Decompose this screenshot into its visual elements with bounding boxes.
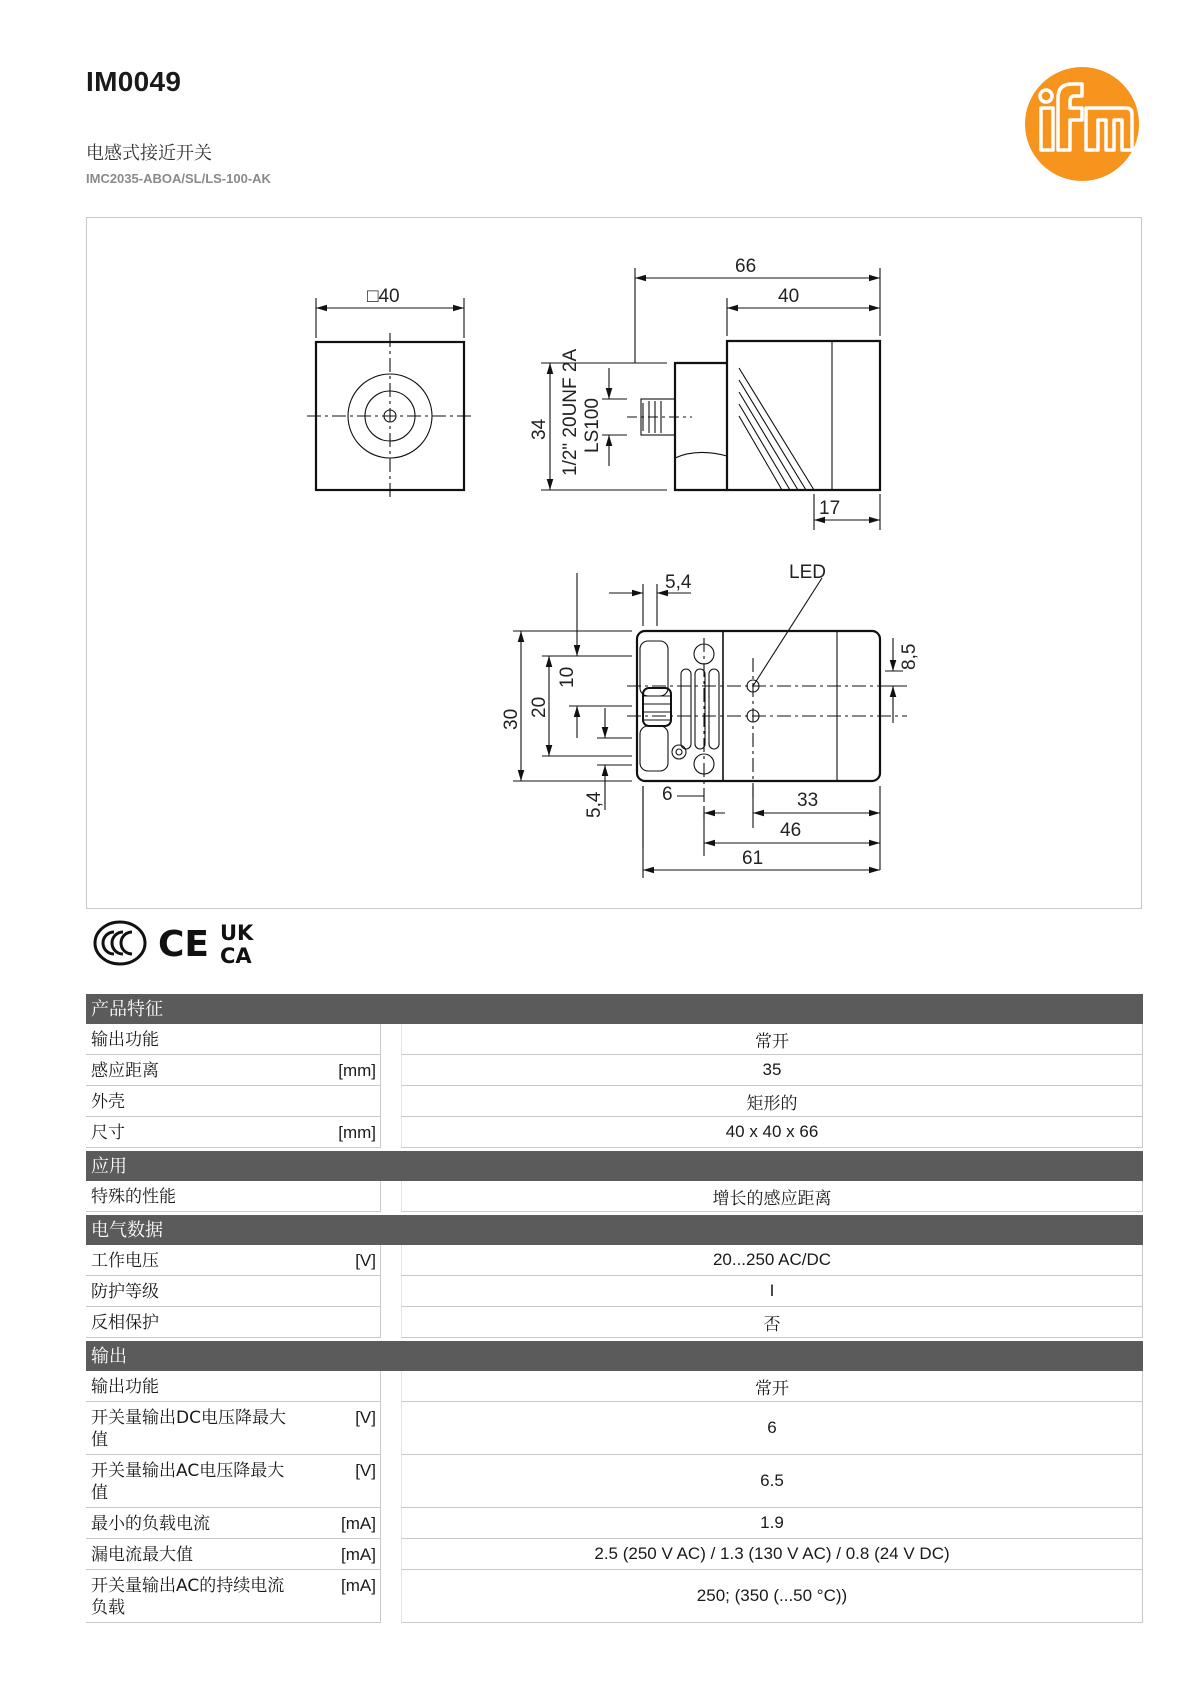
svg-text:30: 30 (501, 708, 522, 730)
spec-label-text: 漏电流最大值 (91, 1545, 193, 1565)
svg-text:CE: CE (158, 924, 210, 965)
svg-text:46: 46 (780, 820, 802, 841)
spec-table (86, 994, 1143, 1623)
dimension-drawing (86, 217, 1142, 909)
spec-row (86, 1508, 1143, 1539)
svg-text:LS100: LS100 (582, 398, 603, 453)
spec-unit: [V] (355, 1461, 376, 1480)
svg-text:66: 66 (735, 256, 757, 277)
spec-row (86, 1570, 1143, 1623)
svg-text:17: 17 (819, 498, 841, 519)
spec-unit: [mA] (341, 1514, 376, 1533)
svg-text:1/2" 20UNF 2A: 1/2" 20UNF 2A (560, 348, 581, 476)
spec-label-text: 反相保护 (91, 1313, 159, 1333)
spec-value: 否 (401, 1307, 1143, 1338)
spec-row (86, 1086, 1143, 1117)
spec-label (86, 1024, 381, 1055)
spec-value: 20...250 AC/DC (401, 1245, 1143, 1276)
spec-unit: [mA] (341, 1576, 376, 1595)
section-header: 输出 (86, 1341, 1143, 1371)
spec-label-text: 尺寸 (91, 1123, 125, 1143)
spec-label-text: 开关量输出AC电压降最大值 (91, 1461, 285, 1503)
spec-label-text: 输出功能 (91, 1377, 159, 1397)
product-type: 电感式接近开关 (86, 143, 212, 164)
spec-label (86, 1276, 381, 1307)
svg-text:5,4: 5,4 (584, 791, 605, 818)
spec-unit: [mA] (341, 1545, 376, 1564)
spec-label (86, 1371, 381, 1402)
spec-label (86, 1245, 381, 1276)
article-code: IMC2035-ABOA/SL/LS-100-AK (86, 171, 271, 186)
spec-unit: [V] (355, 1251, 376, 1270)
spec-unit: [mm] (338, 1123, 376, 1142)
svg-text:10: 10 (557, 666, 578, 688)
spec-label (86, 1181, 381, 1212)
spec-value: 6.5 (401, 1455, 1143, 1508)
spec-label-text: 最小的负载电流 (91, 1514, 210, 1534)
ce-icon (158, 924, 209, 965)
spec-label (86, 1539, 381, 1570)
page-title: IM0049 (86, 66, 182, 97)
spec-value: 6 (401, 1402, 1143, 1455)
spec-label (86, 1307, 381, 1338)
spec-label-text: 特殊的性能 (91, 1187, 176, 1207)
svg-text:33: 33 (797, 790, 819, 811)
spec-label (86, 1570, 381, 1623)
spec-unit: [mm] (338, 1061, 376, 1080)
spec-value: 矩形的 (401, 1086, 1143, 1117)
svg-text:34: 34 (529, 418, 550, 440)
section-header: 产品特征 (86, 994, 1143, 1024)
svg-text:CA: CA (220, 944, 252, 968)
svg-text:5,4: 5,4 (665, 572, 692, 593)
spec-label-text: 工作电压 (91, 1251, 159, 1271)
svg-text:40: 40 (778, 286, 800, 307)
spec-row (86, 1055, 1143, 1086)
spec-value: 增长的感应距离 (401, 1181, 1143, 1212)
spec-value: 常开 (401, 1371, 1143, 1402)
spec-label (86, 1117, 381, 1148)
spec-row (86, 1307, 1143, 1338)
spec-value: 2.5 (250 V AC) / 1.3 (130 V AC) / 0.8 (24 V DC) (401, 1539, 1143, 1570)
spec-row (86, 1539, 1143, 1570)
ccc-icon (95, 922, 145, 964)
spec-label (86, 1055, 381, 1086)
svg-text:6: 6 (662, 784, 673, 805)
spec-row (86, 1371, 1143, 1402)
ifm-logo (1024, 66, 1140, 182)
spec-row (86, 1181, 1143, 1212)
spec-value: 40 x 40 x 66 (401, 1117, 1143, 1148)
svg-text:20: 20 (529, 696, 550, 718)
spec-label-text: 感应距离 (91, 1061, 159, 1081)
spec-unit: [V] (355, 1408, 376, 1427)
spec-label-text: 开关量输出DC电压降最大值 (91, 1408, 286, 1450)
spec-label (86, 1508, 381, 1539)
spec-label (86, 1402, 381, 1455)
spec-row (86, 1024, 1143, 1055)
spec-label (86, 1455, 381, 1508)
spec-row (86, 1117, 1143, 1148)
svg-text:□40: □40 (367, 286, 400, 307)
section-header: 电气数据 (86, 1215, 1143, 1245)
spec-label-text: 开关量输出AC的持续电流负载 (91, 1576, 285, 1618)
spec-label (86, 1086, 381, 1117)
spec-label-text: 外壳 (91, 1092, 125, 1112)
spec-value: 1.9 (401, 1508, 1143, 1539)
svg-text:61: 61 (742, 848, 764, 869)
spec-row (86, 1402, 1143, 1455)
spec-value: I (401, 1276, 1143, 1307)
section-header: 应用 (86, 1151, 1143, 1181)
svg-text:LED: LED (789, 562, 826, 583)
certifications (92, 918, 262, 968)
spec-value: 35 (401, 1055, 1143, 1086)
spec-label-text: 输出功能 (91, 1030, 159, 1050)
spec-row (86, 1276, 1143, 1307)
spec-label-text: 防护等级 (91, 1282, 159, 1302)
ukca-icon (220, 921, 254, 968)
spec-value: 250; (350 (...50 °C)) (401, 1570, 1143, 1623)
spec-row (86, 1245, 1143, 1276)
svg-text:8,5: 8,5 (899, 643, 920, 670)
spec-value: 常开 (401, 1024, 1143, 1055)
svg-text:UK: UK (220, 921, 254, 945)
spec-row (86, 1455, 1143, 1508)
